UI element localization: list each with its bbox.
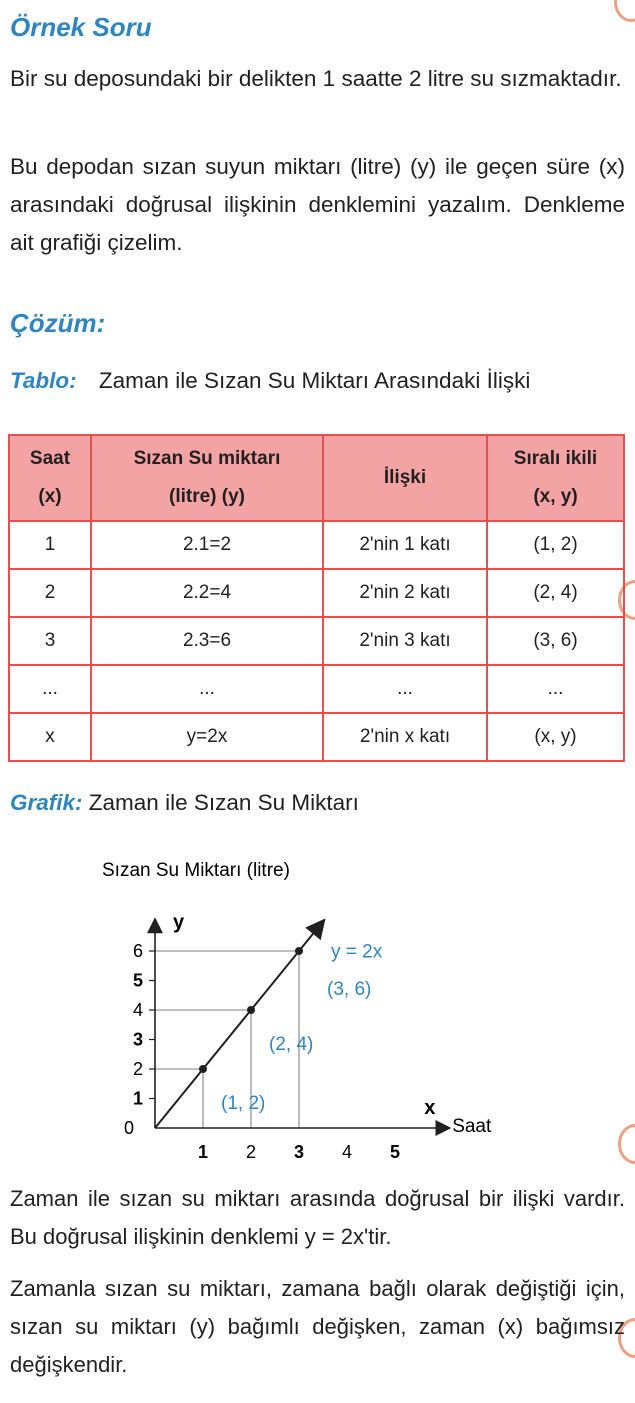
table-cell: 2'nin 3 katı xyxy=(323,617,487,665)
y-tick-label: 3 xyxy=(132,1029,143,1050)
graph-caption xyxy=(10,790,359,816)
x-tick-label: 4 xyxy=(341,1142,353,1162)
header-line: (litre) (y) xyxy=(169,486,245,507)
y-tick-label: 4 xyxy=(132,1000,143,1020)
table-cell: (2, 4) xyxy=(487,569,624,617)
table-cell: ... xyxy=(91,665,323,713)
table-row xyxy=(9,521,624,569)
table-header-row xyxy=(9,435,624,521)
header-cell-ordered-pair xyxy=(487,435,624,521)
table-cell: 2'nin 2 katı xyxy=(323,569,487,617)
header-cell-relation xyxy=(323,435,487,521)
table-caption xyxy=(10,368,530,394)
y-axis-letter: y xyxy=(173,911,185,934)
table-cell: 2 xyxy=(9,569,91,617)
header-line: Saat xyxy=(29,448,71,469)
table-cell: 1 xyxy=(9,521,91,569)
header-cell-amount xyxy=(91,435,323,521)
table-cell: y=2x xyxy=(91,713,323,761)
data-point-label: (2, 4) xyxy=(269,1034,314,1055)
y-tick-label: 2 xyxy=(132,1059,143,1079)
data-point-label: (1, 2) xyxy=(221,1093,266,1114)
data-point xyxy=(247,1006,255,1014)
table-cell: (3, 6) xyxy=(487,617,624,665)
conclusion-paragraph-1: Zaman ile sızan su miktarı arasında doğrusal bir ilişki vardır. Bu doğrusal ilişkinin denklemi y = 2x'tir. xyxy=(10,1186,625,1249)
header-cell-hour xyxy=(9,435,91,521)
table-row xyxy=(9,569,624,617)
x-tick-label: 2 xyxy=(245,1142,257,1162)
header-line: (x, y) xyxy=(533,486,578,507)
table-cell: 2'nin x katı xyxy=(323,713,487,761)
series-label: y = 2x xyxy=(331,941,383,963)
data-point xyxy=(295,947,303,955)
y-axis-title: Sızan Su Miktarı (litre) xyxy=(102,860,290,881)
data-point-label: (3, 6) xyxy=(327,979,372,1000)
table-caption-label: Tablo: xyxy=(10,368,77,393)
conclusion-paragraph-2: Zamanla sızan su miktarı, zamana bağlı olarak değiştiği için, sızan su miktarı (y) bağımlı değişken, zaman (x) bağımsız değişkendir. xyxy=(10,1276,625,1377)
line-chart xyxy=(100,850,520,1175)
x-tick-label: 5 xyxy=(389,1142,401,1162)
header-line: İlişki xyxy=(383,467,427,488)
relation-table xyxy=(8,434,625,762)
table-cell: 2.1=2 xyxy=(91,521,323,569)
header-line: Sıralı ikili xyxy=(513,448,598,469)
y-tick-label: 5 xyxy=(132,970,143,991)
table-cell: (x, y) xyxy=(487,713,624,761)
table-cell: 2.3=6 xyxy=(91,617,323,665)
origin-label: 0 xyxy=(123,1118,135,1138)
example-title: Örnek Soru xyxy=(10,12,152,42)
table-cell: 2'nin 1 katı xyxy=(323,521,487,569)
chart-svg xyxy=(100,850,520,1170)
example-paragraph-2: Bu depodan sızan suyun miktarı (litre) (y) ile geçen süre (x) arasındaki doğrusal ilişkinin denklemini yazalım. Denkleme ait grafiği çizelim. xyxy=(10,154,625,255)
table-cell: ... xyxy=(487,665,624,713)
header-line: Sızan Su miktarı xyxy=(133,448,281,469)
x-tick-label: 1 xyxy=(197,1142,209,1162)
graph-caption-label: Grafik: xyxy=(10,790,83,815)
table-cell: 3 xyxy=(9,617,91,665)
table-row xyxy=(9,713,624,761)
x-tick-label: 3 xyxy=(293,1142,305,1162)
table-cell: (1, 2) xyxy=(487,521,624,569)
table-cell: ... xyxy=(9,665,91,713)
y-tick-label: 6 xyxy=(132,941,143,961)
page-edge-marker xyxy=(614,0,635,22)
table-cell: x xyxy=(9,713,91,761)
page-edge-marker xyxy=(618,1124,635,1164)
table-row xyxy=(9,617,624,665)
header-line: (x) xyxy=(38,486,62,507)
y-tick-label: 1 xyxy=(132,1088,143,1109)
data-point xyxy=(199,1065,207,1073)
table-row xyxy=(9,665,624,713)
table-cell: ... xyxy=(323,665,487,713)
table-caption-text: Zaman ile Sızan Su Miktarı Arasındaki İlişki xyxy=(98,368,531,393)
x-axis-title: Saat xyxy=(452,1116,492,1137)
table-cell: 2.2=4 xyxy=(91,569,323,617)
solution-title: Çözüm: xyxy=(10,308,106,338)
example-paragraph-1: Bir su deposundaki bir delikten 1 saatte 2 litre su sızmaktadır. xyxy=(10,66,622,91)
graph-caption-text: Zaman ile Sızan Su Miktarı xyxy=(88,790,359,815)
x-axis-letter: x xyxy=(424,1097,436,1119)
